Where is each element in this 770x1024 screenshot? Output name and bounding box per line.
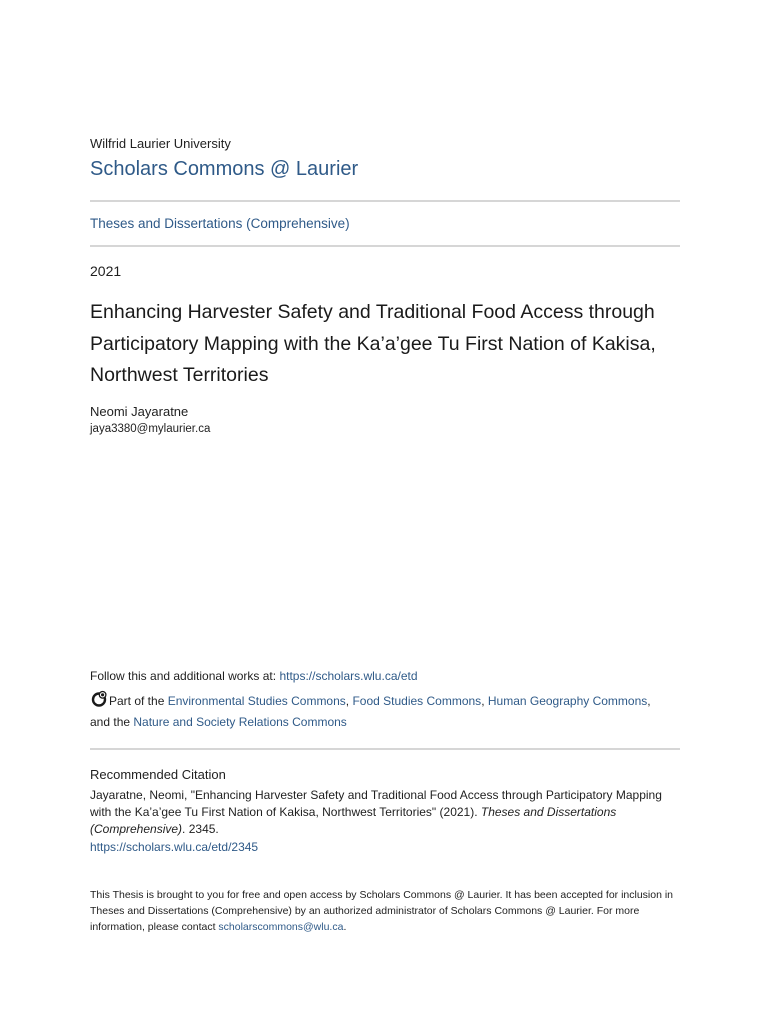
access-notice [90,887,680,935]
divider [90,748,680,750]
commons-link-human-geography[interactable]: Human Geography Commons [487,694,648,708]
commons-link-food-studies[interactable]: Food Studies Commons [352,694,482,708]
network-icon [90,690,108,708]
and-the-label: and the [90,715,134,729]
commons-link-nature-society[interactable]: Nature and Society Relations Commons [133,715,347,729]
citation-url-link[interactable]: https://scholars.wlu.ca/etd/2345 [90,839,259,854]
citation-main: Jayaratne, Neomi, "Enhancing Harvester Safety and Traditional Food Access through Participatory Mapping with the Ka’a’gee Tu First Nation of Kakisa, Northwest Territories" (2021). [90,788,662,820]
repository-link[interactable]: Scholars Commons @ Laurier [90,158,359,180]
citation-text [90,787,680,856]
author-email: jaya3380@mylaurier.ca [90,423,211,435]
contact-email-link[interactable]: scholarscommons@wlu.ca [218,921,344,933]
series-link[interactable]: Theses and Dissertations (Comprehensive) [90,216,350,231]
follow-url-link[interactable]: https://scholars.wlu.ca/etd [279,669,418,683]
access-notice-end: . [343,921,347,933]
separator: , [345,694,353,708]
divider [90,200,680,202]
part-of-label: Part of the [109,694,168,708]
part-of-line [90,690,690,733]
separator: , [481,694,488,708]
citation-series: Theses and Dissertations (Comprehensive) [90,805,617,837]
divider [90,245,680,247]
commons-link-environmental-studies[interactable]: Environmental Studies Commons [167,694,346,708]
follow-line [90,669,418,683]
cover-page [90,0,680,1024]
separator: , [647,694,651,708]
publication-year: 2021 [90,263,122,279]
university-name: Wilfrid Laurier University [90,136,231,151]
citation-number: . 2345. [182,822,219,837]
follow-label: Follow this and additional works at: [90,669,280,683]
author-name: Neomi Jayaratne [90,404,189,419]
document-title: Enhancing Harvester Safety and Traditional Food Access through Participatory Mapping with the Ka’a’gee Tu First Nation of Kakisa, Northwest Territories [90,301,656,386]
access-notice-text: This Thesis is brought to you for free and open access by Scholars Commons @ Laurier. It has been accepted for inclusion in Theses and Dissertations (Comprehensive) by an authorized administrator of Scholars Commons @ Laurier. For more information, please contact [90,889,674,933]
citation-heading: Recommended Citation [90,767,226,782]
